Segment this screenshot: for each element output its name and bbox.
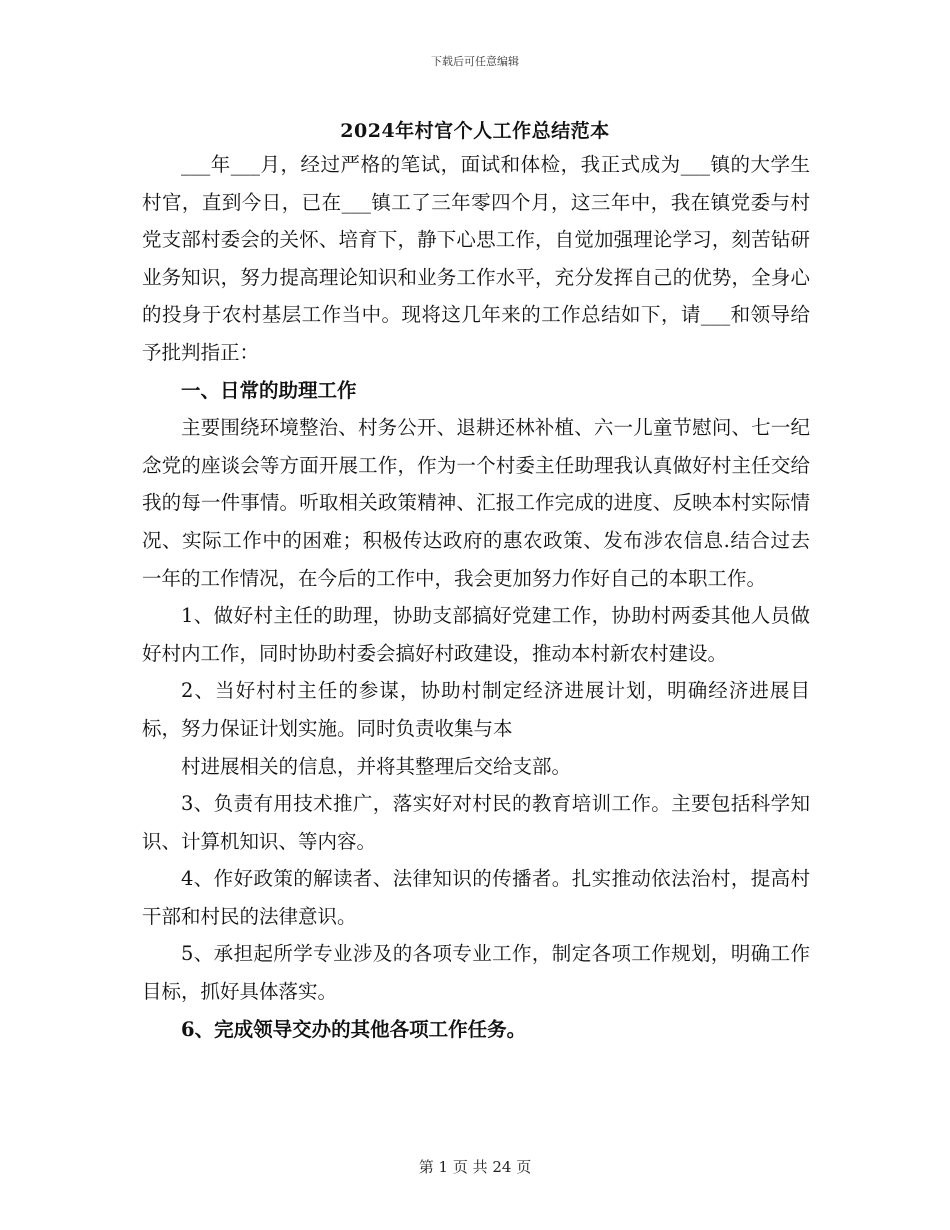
page-number: 第 1 页 共 24 页 bbox=[418, 1158, 532, 1176]
header-note: 下载后可任意编辑 bbox=[431, 55, 519, 68]
list-item: 2、当好村村主任的参谋，协助村制定经济进展计划，明确经济进展目标，努力保证计划实施。同时负责收集与本 bbox=[142, 679, 810, 740]
list-item: 4、作好政策的解读者、法律知识的传播者。扎实推动依法治村，提高村干部和村民的法律意识。 bbox=[142, 867, 810, 928]
section-heading: 一、日常的助理工作 bbox=[181, 378, 357, 402]
document-title: 2024年村官个人工作总结范本 bbox=[340, 120, 610, 142]
list-item-continuation: 村进展相关的信息，并将其整理后交给支部。 bbox=[181, 754, 572, 778]
list-item: 1、做好村主任的助理，协助支部搞好党建工作，协助村两委其他人员做好村内工作，同时协助村委会搞好村政建设，推动本村新农村建设。 bbox=[142, 604, 810, 665]
intro-paragraph: ___年___月，经过严格的笔试，面试和体检，我正式成为___镇的大学生村官，直到今日，已在___镇工了三年零四个月，这三年中，我在镇党委与村党支部村委会的关怀、培育下，静下心思工作，自觉加强理论学习，刻苦钻研业务知识，努力提高理论知识和业务工作水平，充分发挥自己的优势，全身心的投身于农村基层工作当中。现将这几年来的工作总结如下，请___和领导给予批判指正： bbox=[142, 153, 810, 364]
list-item-bold: 6、完成领导交办的其他各项工作任务。 bbox=[181, 1017, 527, 1041]
section-paragraph: 主要围绕环境整治、村务公开、退耕还林补植、六一儿童节慰问、七一纪念党的座谈会等方面开展工作，作为一个村委主任助理我认真做好村主任交给我的每一件事情。听取相关政策精神、汇报工作完成的进度、反映本村实际情况、实际工作中的困难；积极传达政府的惠农政策、发布涉农信息.结合过去一年的工作情况，在今后的工作中，我会更加努力作好自己的本职工作。 bbox=[142, 416, 810, 590]
document-body bbox=[142, 146, 810, 1048]
list-item: 5、承担起所学专业涉及的各项专业工作，制定各项工作规划，明确工作目标，抓好具体落实。 bbox=[142, 942, 810, 1004]
list-item: 3、负责有用技术推广，落实好对村民的教育培训工作。主要包括科学知识、计算机知识、等内容。 bbox=[142, 792, 810, 853]
